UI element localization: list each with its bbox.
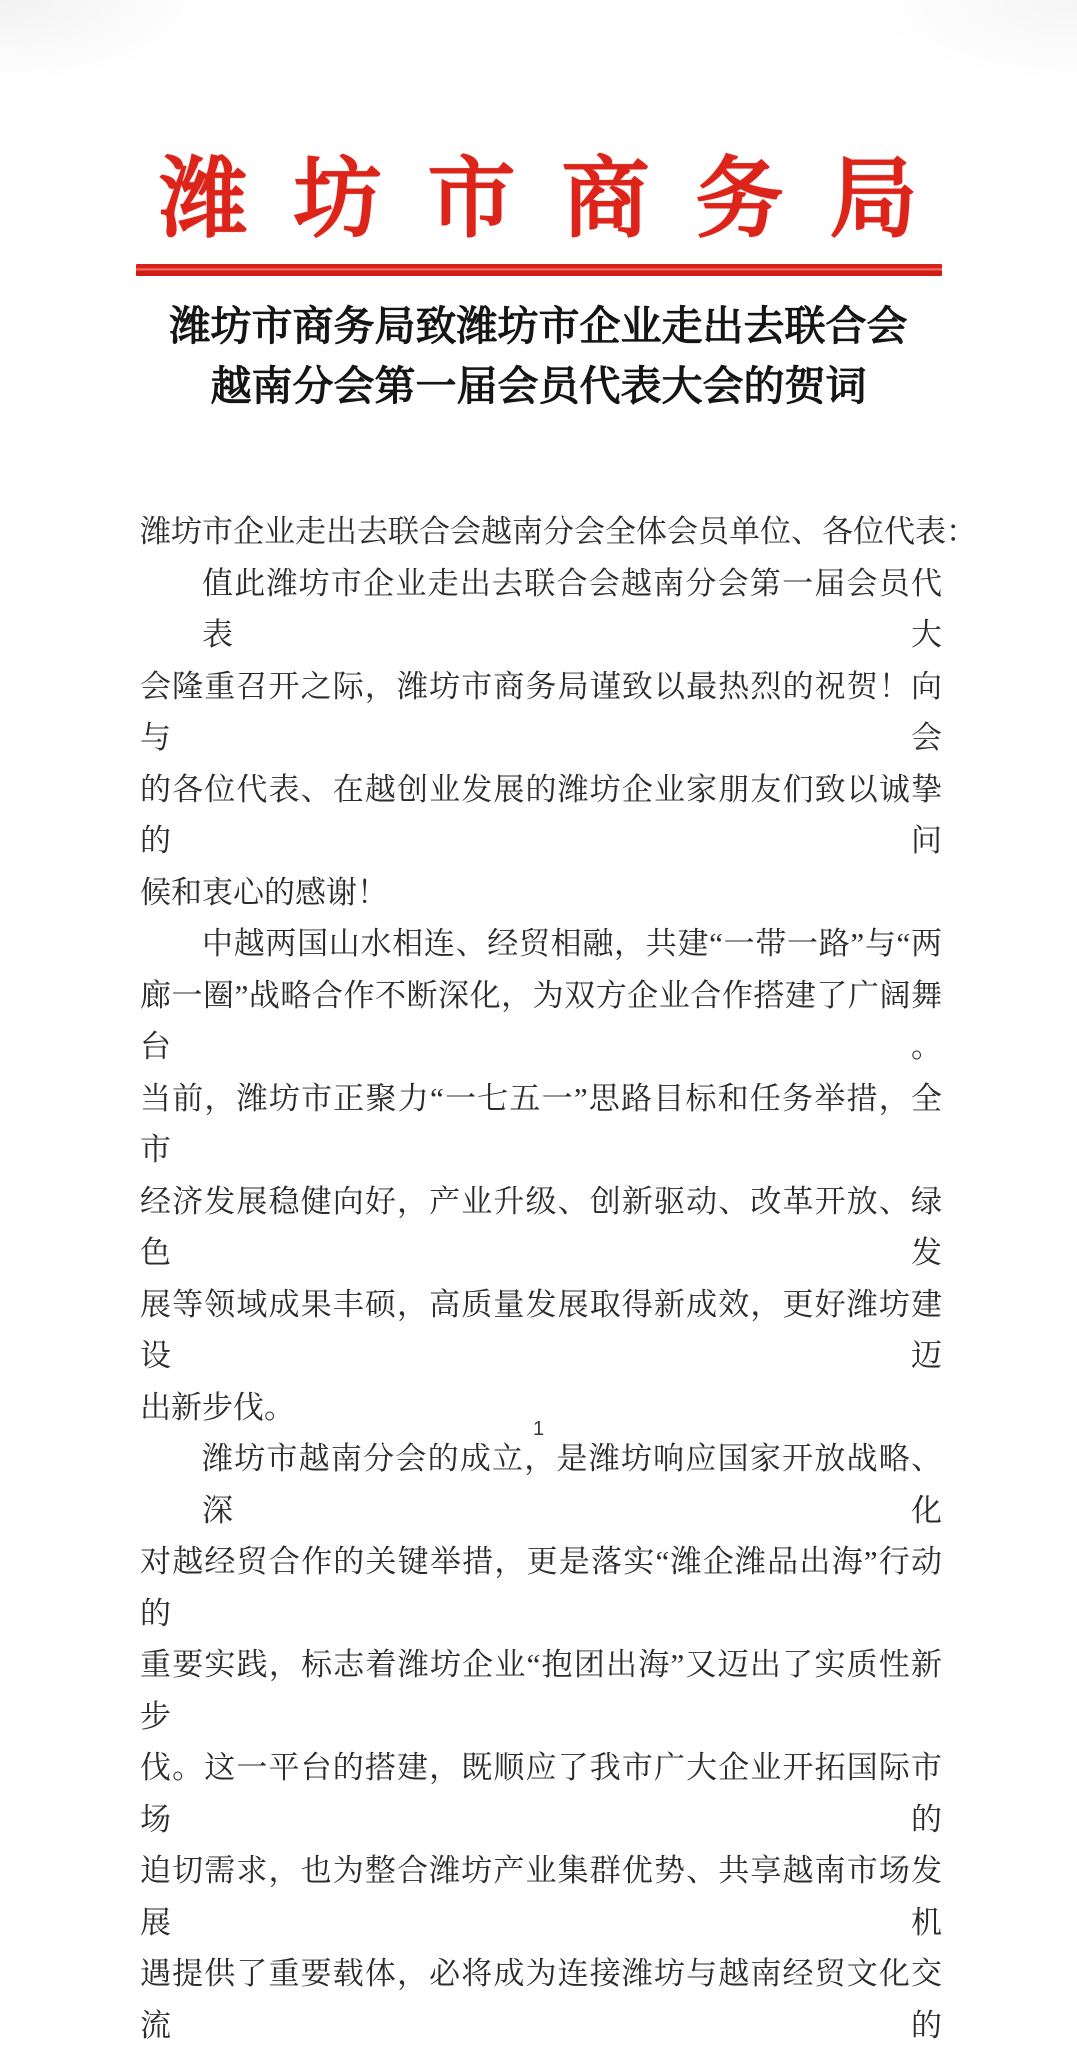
body-line: 中越两国山水相连、经贸相融，共建“一带一路”与“两	[202, 926, 942, 961]
body-line: 当前，潍坊市正聚力“一七五一”思路目标和任务举措，全市	[140, 1080, 942, 1167]
body-line-salutation: 潍坊市企业走出去联合会越南分会全体会员单位、各位代表：	[140, 514, 977, 549]
body-line: 的各位代表、在越创业发展的潍坊企业家朋友们致以诚挚的问	[140, 771, 942, 858]
body-line: 遇提供了重要载体，必将成为连接潍坊与越南经贸文化交流的	[140, 1956, 942, 2043]
body-line: 迫切需求，也为整合潍坊产业集群优势、共享越南市场发展机	[140, 1853, 942, 1940]
body-line: 出新步伐。	[140, 1389, 295, 1425]
body-line: 会隆重召开之际，潍坊市商务局谨致以最热烈的祝贺！向与会	[140, 668, 942, 755]
body-line: 廊一圈”战略合作不断深化，为双方企业合作搭建了广阔舞台 。	[140, 977, 942, 1064]
body-line: 潍坊市越南分会的成立，是潍坊响应国家开放战略、深化	[202, 1441, 942, 1528]
page-footer	[0, 1418, 1077, 1441]
document-body	[140, 506, 977, 2051]
body-line: 展等领域成果丰硕，高质量发展取得新成效，更好潍坊建设迈	[140, 1286, 942, 1373]
letterhead-divider-rule	[136, 264, 942, 276]
body-line: 对越经贸合作的关键举措，更是落实“潍企潍品出海”行动的	[140, 1544, 942, 1631]
body-line: 重要实践，标志着潍坊企业“抱团出海”又迈出了实质性新步	[140, 1647, 942, 1734]
document-title	[0, 296, 1077, 416]
body-line: 经济发展稳健向好，产业升级、创新驱动、改革开放、绿色发	[140, 1183, 942, 1270]
document-title-line-2: 越南分会第一届会员代表大会的贺词	[210, 363, 867, 409]
page-number: 1	[532, 1418, 545, 1440]
body-line: 值此潍坊市企业走出去联合会越南分会第一届会员代表大	[202, 565, 942, 652]
letterhead-agency-title: 潍坊市商务局	[159, 152, 964, 249]
body-line: 伐。这一平台的搭建，既顺应了我市广大企业开拓国际市场的	[140, 1750, 942, 1837]
body-line: 候和衷心的感谢！	[140, 874, 388, 910]
document-title-line-1: 潍坊市商务局致潍坊市企业走出去联合会	[169, 303, 908, 349]
